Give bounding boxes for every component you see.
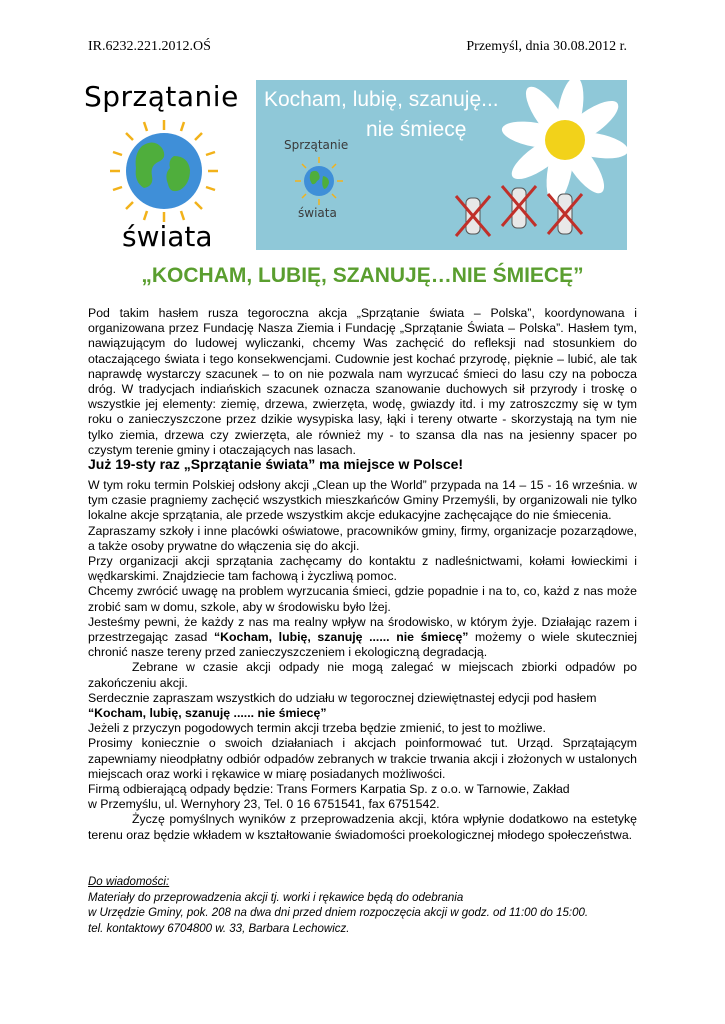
sprzatanie-swiata-logo <box>84 80 254 258</box>
intro-paragraph: Pod takim hasłem rusza tegoroczna akcja „Sprzątanie świata – Polska”, koordynowana i organizowana przez Fundację Nasza Ziemia i Fundację „Sprzątanie Świata – Polska”. Hasłem tym, nawiązującym do ludowej wyliczanki, chcemy Was zachęcić do refleksji nad stosunkiem do otaczającego świata i tego konsekwencjami. Cudownie jest kochać przyrodę, pięknie – lubić, ale tak naprawdę wystarczy szacunek – to on nie pozwala nam wyrzucać śmieci do lasu czy na pobocza dróg. W tradycjach indiańskich szacunek oznacza szanowanie duchowych sił przyrody i troskę o wszystkie jej elementy: ziemię, drzewa, zwierzęta, wodę, gwiazdy itd. i my zatroszczmy się w tym roku o zanieczyszczone przez dzikie wysypiska lasy, łąki i tereny otwarte - skorzystają na tym nie tylko ziemia, drzewa czy zwierzęta, ale również my - to szansa dla nas na jesienny spacer po czystym terenie gminy i otaczających nas lasach. <box>88 306 637 457</box>
logo-bottom-text: świata <box>122 220 213 253</box>
page-title: „KOCHAM, LUBIĘ, SZANUJĘ…NIE ŚMIECĘ” <box>141 264 584 287</box>
notes-line-3: tel. kontaktowy 6704800 w. 33, Barbara Lechowicz. <box>88 922 350 935</box>
logo-top-text: Sprzątanie <box>84 80 239 113</box>
notes-line-2: w Urzędzie Gminy, pok. 208 na dwa dni przed dniem rozpoczęcia akcji w godz. od 11:00 do 15:00. <box>88 907 589 919</box>
paragraph-weather: Jeżeli z przyczyn pogodowych termin akcji trzeba będzie zmienić, to jest to możliwe. <box>88 721 546 736</box>
paragraph-date: W tym roku termin Polskiej odsłony akcji „Clean up the World” przypada na 14 – 15 - 16 września. w tym czasie pragniemy zachęcić wszystkich mieszkańców Gminy Przemyśli, by organizowali nie tylko lokalne akcje sprzątania, ale przede wszystkim akcje edukacyjne zachęcające do nie śmiecenia. <box>88 478 637 523</box>
invitation-text: Serdecznie zapraszam wszystkich do udziału w tegorocznej dziewiętnastej edycji pod hasłem <box>88 690 597 705</box>
reference-number: IR.6232.221.2012.OŚ <box>88 39 211 54</box>
small-earth-icon <box>294 156 344 206</box>
influence-text-a: Jesteśmy pewni, że każdy z nas ma realny wpływ na środowisko, w którym żyje. Działając razem i przestrzegając zasad <box>88 614 637 645</box>
banner-logo-top: Sprzątanie <box>284 138 349 152</box>
notes-section <box>88 875 648 937</box>
paragraph-influence <box>88 615 637 661</box>
campaign-banner <box>256 80 627 250</box>
banner-logo-bottom: świata <box>298 206 337 220</box>
slogan-bold-1: “Kocham, lubię, szanuję ...... nie śmiecę” <box>214 630 469 645</box>
paragraph-company: Firmą odbierającą odpady będzie: Trans Formers Karpatia Sp. z o.o. w Tarnowie, Zakład <box>88 782 570 797</box>
paragraph-invitation <box>88 691 637 721</box>
influence-text-c: możemy o wiele skuteczniej chronić nasze tereny przed zanieczyszczeniem i ekologiczną degradacją. <box>88 630 638 660</box>
notes-line-1: Materiały do przeprowadzenia akcji tj. worki i rękawice będą do odebrania <box>88 891 464 904</box>
earth-sun-icon <box>104 116 224 226</box>
notes-heading: Do wiadomości: <box>88 876 170 888</box>
crossed-out-litter-icon <box>452 180 602 250</box>
paragraph-inform: Prosimy koniecznie o swoich działaniach i akcjach poinformować tut. Urząd. Sprzątającym zapewniamy nieodpłatny odbiór odpadów zebranych w trakcie trwania akcji i złożonych w ustalonych miejscach oraz worki i rękawice w miarę posiadanych możliwości. <box>88 736 637 781</box>
paragraph-invite: Zapraszamy szkoły i inne placówki oświatowe, pracowników gminy, firmy, organizacje pozarządowe, a także osoby prywatne do włączenia się do akcji. <box>88 523 637 553</box>
body-text <box>88 478 637 843</box>
paragraph-problem: Chcemy zwrócić uwagę na problem wyrzucania śmieci, gdzie popadnie i na to, co, każd z nas może zrobić sam w domu, szkole, aby w środowisku było lżej. <box>88 584 637 614</box>
banner-slogan-line2: nie śmiecę <box>366 118 467 141</box>
place-date: Przemyśl, dnia 30.08.2012 r. <box>466 39 627 54</box>
paragraph-wishes: Życzę pomyślnych wyników z przeprowadzenia akcji, która wpłynie dodatkowo na estetykę terenu oraz będzie wkładem w kształtowanie świadomości proekologicznej młodego społeczeństwa. <box>88 812 637 842</box>
paragraph-contacts: Przy organizacji akcji sprzątania zachęcamy do kontaktu z nadleśnictwami, kołami łowieckimi i wędkarskimi. Znajdziecie tam fachową i życzliwą pomoc. <box>88 554 637 584</box>
paragraph-waste: Zebrane w czasie akcji odpady nie mogą zalegać w miejscach zbiorki odpadów po zakończeniu akcji. <box>88 660 637 690</box>
banner-slogan-line1: Kocham, lubię, szanuję... <box>264 88 499 111</box>
paragraph-address: w Przemyślu, ul. Wernyhory 23, Tel. 0 16 6751541, fax 6751542. <box>88 797 440 812</box>
subheading: Już 19-sty raz „Sprzątanie świata” ma miejsce w Polsce! <box>88 456 464 472</box>
slogan-bold-2: “Kocham, lubię, szanuję ...... nie śmiecę” <box>88 706 327 721</box>
